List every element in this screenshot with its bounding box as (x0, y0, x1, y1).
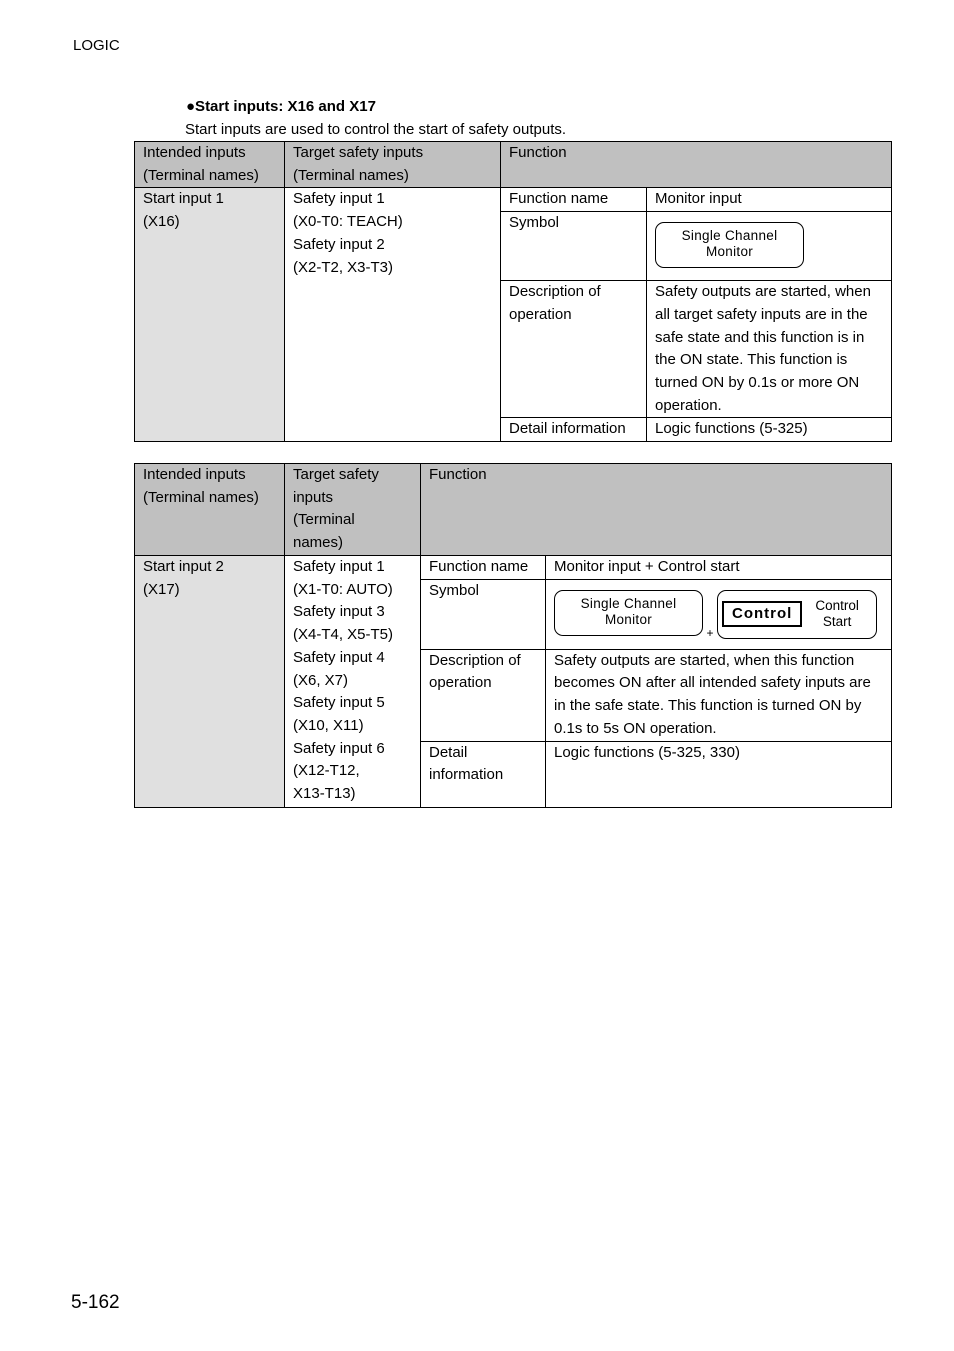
header-target-inputs (285, 464, 421, 556)
text-line: Safety input 2 (293, 235, 385, 253)
detail-label (421, 741, 546, 807)
section-description: Start inputs are used to control the start of safety outputs. (185, 121, 567, 138)
text-line: Safety input 4 (293, 648, 385, 666)
section-title: ●Start inputs: X16 and X17 (186, 98, 376, 115)
text-line: Single Channel (681, 228, 778, 244)
symbol-cell (647, 212, 892, 281)
intended-input-cell (135, 556, 285, 808)
text-line: (X17) (143, 580, 180, 598)
text-line: (X16) (143, 213, 180, 231)
text-line: Detail (429, 743, 468, 761)
symbol-cell (546, 579, 892, 649)
text-line: Safety input 6 (293, 739, 385, 757)
single-channel-monitor-symbol (655, 222, 804, 268)
header-target-inputs (285, 142, 501, 188)
text-line: the ON state. This function is (655, 351, 848, 369)
text-line: (Terminal names) (293, 166, 409, 184)
text-line: Monitor (604, 611, 653, 627)
start-input-2-table (134, 463, 892, 808)
symbol-label: Symbol (501, 212, 647, 281)
text-line: turned ON by 0.1s or more ON (655, 373, 860, 391)
text-line: (X0-T0: TEACH) (293, 213, 403, 231)
text-line: in the safe state. This function is turned ON by (554, 697, 862, 715)
text-line: information (429, 766, 504, 784)
text-line: Description of (509, 283, 601, 301)
description-label (421, 649, 546, 741)
function-name-value: Monitor input (647, 188, 892, 212)
detail-value: Logic functions (5-325) (647, 418, 892, 442)
text-line: Single Channel (580, 595, 677, 611)
text-line: (X1-T0: AUTO) (293, 580, 393, 598)
text-line: Safety input 5 (293, 694, 385, 712)
text-line: Safety input 1 (293, 190, 385, 208)
control-start-symbol (717, 590, 877, 639)
symbol-label: Symbol (421, 579, 546, 649)
text-line: Intended inputs (143, 466, 246, 483)
text-line: Start input 2 (143, 558, 224, 575)
text-line: operation (509, 305, 572, 323)
text-line: operation (429, 674, 492, 692)
header-function: Function (421, 464, 892, 556)
description-value (546, 649, 892, 741)
text-line: Description of (429, 651, 521, 669)
plus-sign: + (706, 625, 714, 640)
single-channel-monitor-symbol (554, 590, 703, 636)
start-input-1-table (134, 141, 892, 442)
detail-value: Logic functions (5-325, 330) (546, 741, 892, 807)
text-line: Start input 1 (143, 190, 224, 208)
text-line: Control (815, 598, 859, 614)
text-line: Monitor (705, 244, 754, 260)
page-header-section: LOGIC (73, 37, 120, 54)
text-line: Target safety (293, 466, 379, 483)
control-tag: Control (722, 601, 802, 627)
text-line: Safety outputs are started, when (655, 283, 871, 301)
function-name-label: Function name (501, 188, 647, 212)
text-line: Safety input 1 (293, 558, 385, 575)
text-line: inputs (293, 488, 334, 506)
detail-label: Detail information (501, 418, 647, 442)
description-label (501, 281, 647, 418)
text-line: Target safety inputs (293, 144, 424, 161)
text-line: operation. (655, 396, 722, 414)
text-line: Safety input 3 (293, 603, 385, 621)
text-line: (X6, X7) (293, 671, 349, 689)
control-start-label (802, 598, 872, 630)
text-line: (Terminal names) (143, 166, 259, 184)
text-line: safe state and this function is in (655, 328, 865, 346)
text-line: (Terminal names) (143, 488, 259, 506)
text-line: (X2-T2, X3-T3) (293, 258, 394, 276)
text-line: 0.1s to 5s ON operation. (554, 719, 717, 737)
text-line: (Terminal (293, 511, 355, 529)
text-line: (X10, X11) (293, 716, 364, 734)
text-line: X13-T13) (293, 785, 356, 803)
target-inputs-cell (285, 188, 501, 442)
header-intended-inputs (135, 464, 285, 556)
target-inputs-cell (285, 556, 421, 808)
header-intended-inputs (135, 142, 285, 188)
text-line: becomes ON after all intended safety inputs are (554, 674, 871, 692)
text-line: (X4-T4, X5-T5) (293, 626, 394, 644)
text-line: (X12-T12, (293, 762, 360, 780)
page-number: 5-162 (71, 1292, 120, 1313)
function-name-label: Function name (421, 556, 546, 580)
text-line: Start (822, 614, 852, 630)
intended-input-cell (135, 188, 285, 442)
function-name-value: Monitor input + Control start (546, 556, 892, 580)
text-line: names) (293, 534, 344, 552)
description-value (647, 281, 892, 418)
header-function: Function (501, 142, 892, 188)
text-line: Safety outputs are started, when this function (554, 651, 855, 669)
text-line: all target safety inputs are in the (655, 305, 868, 323)
text-line: Intended inputs (143, 144, 246, 161)
